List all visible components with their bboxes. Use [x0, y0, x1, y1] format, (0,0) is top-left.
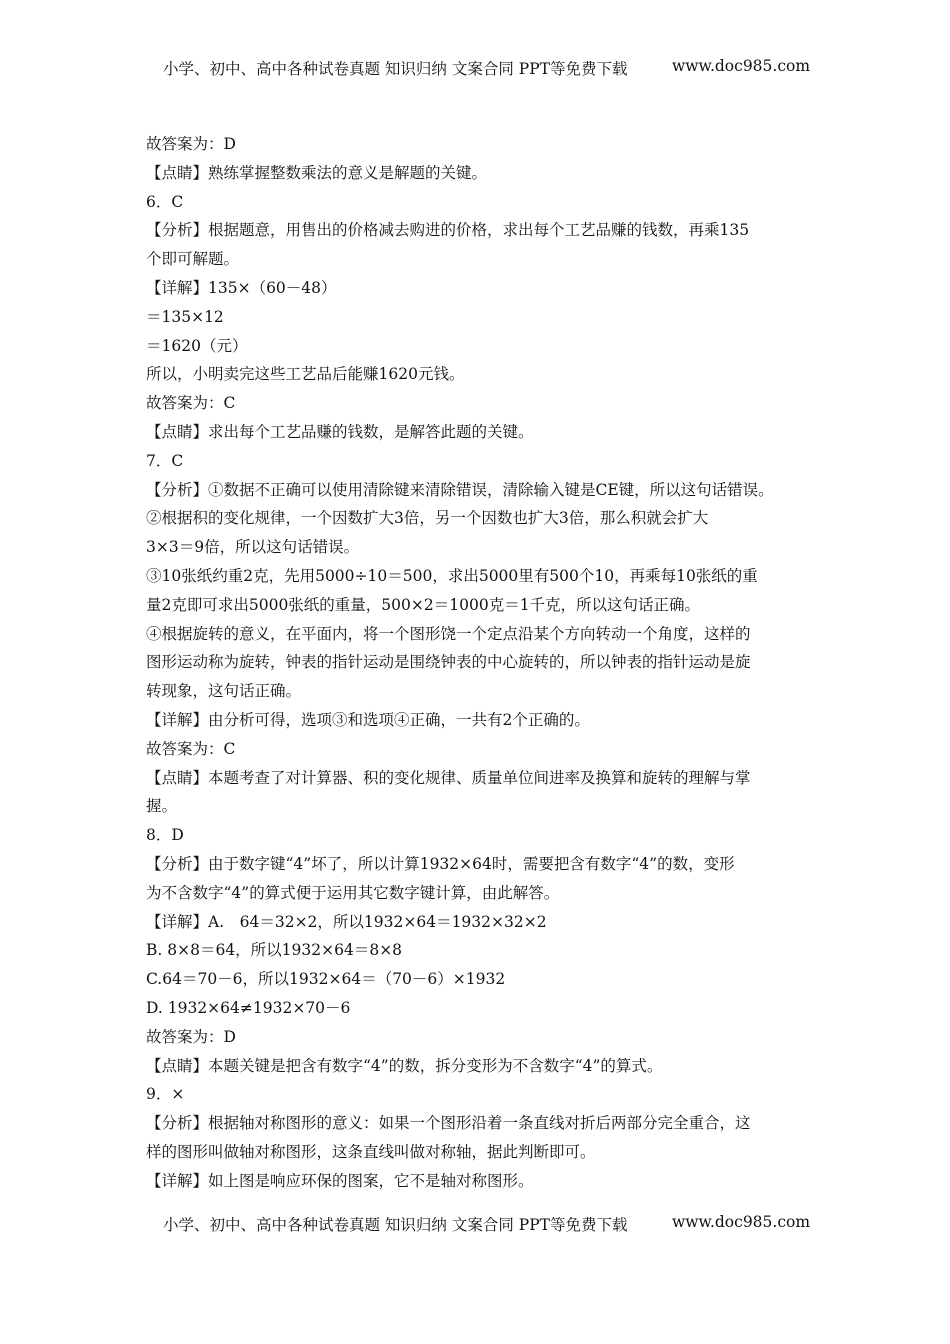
text-line: 【详解】如上图是响应环保的图案，它不是轴对称图形。: [146, 1171, 534, 1190]
text-line: 故答案为：C: [146, 394, 236, 413]
text-line: 【分析】①数据不正确可以使用清除键来清除错误，清除输入键是CE键，所以这句话错误。: [146, 480, 774, 499]
text-line: 【详解】由分析可得，选项③和选项④正确，一共有2个正确的。: [146, 710, 590, 729]
text-line: 所以，小明卖完这些工艺品后能赚1620元钱。: [146, 365, 465, 384]
text-line: 转现象，这句话正确。: [146, 682, 302, 701]
text-line: 【点睛】求出每个工艺品赚的钱数，是解答此题的关键。: [146, 422, 534, 441]
text-line: 6．C: [146, 192, 184, 211]
text-line: 握。: [146, 797, 178, 816]
text-line: 【点睛】本题关键是把含有数字“4”的数，拆分变形为不含数字“4”的算式。: [146, 1056, 663, 1075]
text-line: ＝1620（元）: [146, 336, 248, 355]
text-line: 图形运动称为旋转，钟表的指针运动是围绕钟表的中心旋转的，所以钟表的指针运动是旋: [146, 653, 751, 672]
text-line: 量2克即可求出5000张纸的重量，500×2＝1000克＝1千克，所以这句话正确。: [146, 595, 701, 614]
text-line: 9．×: [146, 1085, 185, 1104]
footer-site-link[interactable]: www.doc985.com: [672, 1213, 811, 1231]
text-line: B. 8×8＝64，所以1932×64＝8×8: [146, 941, 403, 960]
text-line: ④根据旋转的意义，在平面内，将一个图形饶一个定点沿某个方向转动一个角度，这样的: [146, 624, 751, 643]
text-line: 【分析】由于数字键“4”坏了，所以计算1932×64时，需要把含有数字“4”的数，变形: [146, 854, 735, 873]
text-line: 【点睛】本题考查了对计算器、积的变化规律、质量单位间进率及换算和旋转的理解与掌: [146, 768, 751, 787]
text-line: 【详解】135×（60－48）: [146, 278, 337, 297]
text-line: 故答案为：D: [146, 135, 236, 153]
text-line: 7．C: [146, 451, 184, 470]
text-line: D. 1932×64≠1932×70－6: [146, 998, 351, 1017]
header-site-link[interactable]: www.doc985.com: [672, 57, 811, 75]
text-line: ③10张纸约重2克，先用5000÷10＝500，求出5000里有500个10，再乘每10张纸的重: [146, 566, 758, 585]
document-body: [146, 130, 826, 1195]
header-slogan: 小学、初中、高中各种试卷真题 知识归纳 文案合同 PPT等免费下载: [163, 60, 628, 78]
text-line: ＝135×12: [146, 307, 224, 326]
text-line: C.64＝70－6，所以1932×64＝（70－6）×1932: [146, 970, 506, 989]
text-line: ②根据积的变化规律，一个因数扩大3倍，另一个因数也扩大3倍，那么积就会扩大: [146, 509, 709, 528]
text-line: 【点睛】熟练掌握整数乘法的意义是解题的关键。: [146, 163, 488, 182]
text-line: 【分析】根据题意，用售出的价格减去购进的价格，求出每个工艺品赚的钱数，再乘135: [146, 221, 750, 240]
footer-slogan: 小学、初中、高中各种试卷真题 知识归纳 文案合同 PPT等免费下载: [163, 1216, 628, 1234]
text-line: 为不含数字“4”的算式便于运用其它数字键计算，由此解答。: [146, 883, 560, 902]
text-line: 8．D: [146, 826, 184, 845]
text-line: 【详解】A. 64＝32×2，所以1932×64＝1932×32×2: [146, 912, 547, 931]
text-line: 样的图形叫做轴对称图形，这条直线叫做对称轴，据此判断即可。: [146, 1142, 596, 1161]
text-line: 故答案为：D: [146, 1027, 236, 1046]
text-line: 个即可解题。: [146, 250, 240, 269]
text-line: 故答案为：C: [146, 739, 236, 758]
text-line: 3×3＝9倍，所以这句话错误。: [146, 538, 360, 557]
text-line: 【分析】根据轴对称图形的意义：如果一个图形沿着一条直线对折后两部分完全重合，这: [146, 1114, 751, 1133]
